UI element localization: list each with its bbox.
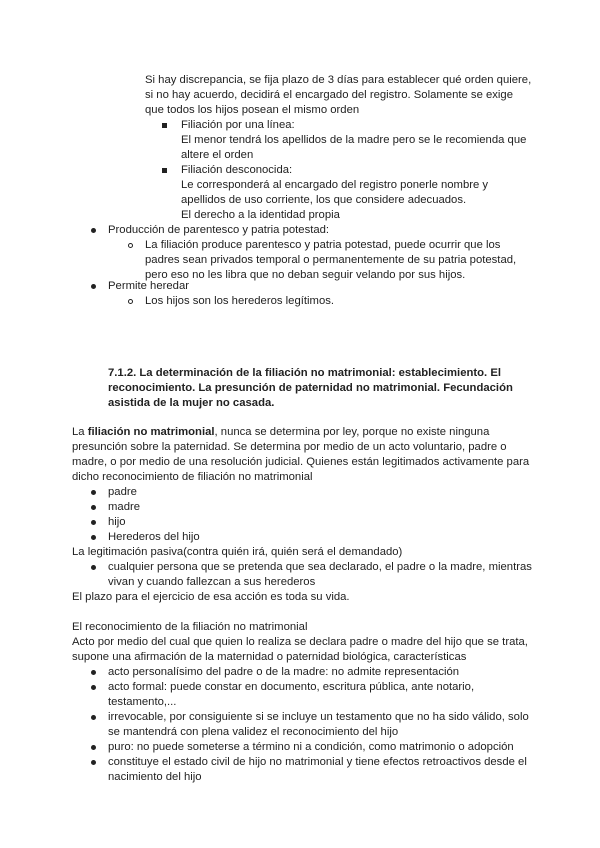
paragraph-line: El plazo para el ejercicio de esa acción es toda su vida. <box>72 591 350 603</box>
bullet-icon <box>91 520 96 525</box>
paragraph-line: Acto por medio del cual que quien lo realiza se declara padre o madre del hijo que se trata, <box>72 636 528 648</box>
bold-term: filiación no matrimonial <box>87 426 215 438</box>
paragraph-line: si no hay acuerdo, decidirá el encargado del registro. Solamente se exige <box>145 89 513 101</box>
bullet-icon <box>91 284 96 289</box>
bullet-icon <box>91 490 96 495</box>
bullet-icon <box>91 505 96 510</box>
list-item: madre <box>108 501 141 513</box>
bullet-icon <box>91 760 96 765</box>
bullet-icon <box>91 228 96 233</box>
list-item: acto formal: puede constar en documento, escritura pública, ante notario, <box>108 681 475 693</box>
paragraph-line <box>72 425 489 439</box>
list-item-text: El menor tendrá los apellidos de la madre pero se le recomienda que <box>181 134 527 146</box>
list-item-text: testamento,... <box>108 696 177 708</box>
circle-bullet-icon <box>128 243 133 248</box>
list-item-text: Le corresponderá al encargado del registro ponerle nombre y <box>181 179 489 191</box>
list-item: Permite heredar <box>108 280 189 292</box>
paragraph-line: Si hay discrepancia, se fija plazo de 3 días para establecer qué orden quiere, <box>145 74 532 86</box>
list-item-text: se mantendrá con plena validez el reconocimiento del hijo <box>108 726 399 738</box>
paragraph-line: supone una afirmación de la maternidad o paternidad biológica, características <box>72 651 467 663</box>
section-heading: asistida de la mujer no casada. <box>108 397 275 409</box>
section-heading: 7.1.2. La determinación de la filiación no matrimonial: establecimiento. El <box>108 367 501 379</box>
list-item-text: altere el orden <box>181 149 254 161</box>
bullet-icon <box>91 715 96 720</box>
list-item: hijo <box>108 516 126 528</box>
paragraph-text: La <box>72 426 88 438</box>
list-item: Los hijos son los herederos legítimos. <box>145 295 335 307</box>
list-item-text: pero eso no les libra que no deban seguir velando por sus hijos. <box>145 269 466 281</box>
list-item: Herederos del hijo <box>108 531 200 543</box>
paragraph-line: dicho reconocimiento de filiación no matrimonial <box>72 471 313 483</box>
paragraph-line: madre, o por medio de una resolución judicial. Quienes están legitimados activamente para <box>72 456 530 468</box>
paragraph-line: presunción sobre la paternidad. Se determina por medio de un acto voluntario, padre o <box>72 441 507 453</box>
paragraph-line: La legitimación pasiva(contra quién irá, quién será el demandado) <box>72 546 403 558</box>
list-item-text: padres sean privados temporal o permanentemente de su patria potestad, <box>145 254 517 266</box>
subheading: El reconocimiento de la filiación no matrimonial <box>72 621 308 633</box>
bullet-icon <box>91 565 96 570</box>
list-item: Producción de parentesco y patria potestad: <box>108 224 330 236</box>
list-item: constituye el estado civil de hijo no matrimonial y tiene efectos retroactivos desde el <box>108 756 527 768</box>
paragraph-line: que todos los hijos posean el mismo orden <box>145 104 360 116</box>
bullet-icon <box>91 685 96 690</box>
square-bullet-icon <box>162 168 167 173</box>
list-item: puro: no puede someterse a término ni a condición, como matrimonio o adopción <box>108 741 514 753</box>
list-item: irrevocable, por consiguiente si se incluye un testamento que no ha sido válido, solo <box>108 711 529 723</box>
bullet-icon <box>91 745 96 750</box>
list-item: acto personalísimo del padre o de la madre: no admite representación <box>108 666 460 678</box>
list-item: Filiación desconocida: <box>181 164 293 176</box>
paragraph-text: , nunca se determina por ley, porque no existe ninguna <box>214 426 490 438</box>
list-item-text: El derecho a la identidad propia <box>181 209 340 221</box>
list-item-text: apellidos de uso corriente, los que considere adecuados. <box>181 194 467 206</box>
list-item: cualquier persona que se pretenda que sea declarado, el padre o la madre, mientras <box>108 561 532 573</box>
list-item: Filiación por una línea: <box>181 119 295 131</box>
list-item: padre <box>108 486 137 498</box>
bullet-icon <box>91 670 96 675</box>
bullet-icon <box>91 535 96 540</box>
list-item: La filiación produce parentesco y patria potestad, puede ocurrir que los <box>145 239 501 251</box>
square-bullet-icon <box>162 123 167 128</box>
section-heading: reconocimiento. La presunción de paternidad no matrimonial. Fecundación <box>108 382 513 394</box>
list-item-text: vivan y cuando fallezcan a sus herederos <box>108 576 316 588</box>
list-item-text: nacimiento del hijo <box>108 771 202 783</box>
circle-bullet-icon <box>128 299 133 304</box>
